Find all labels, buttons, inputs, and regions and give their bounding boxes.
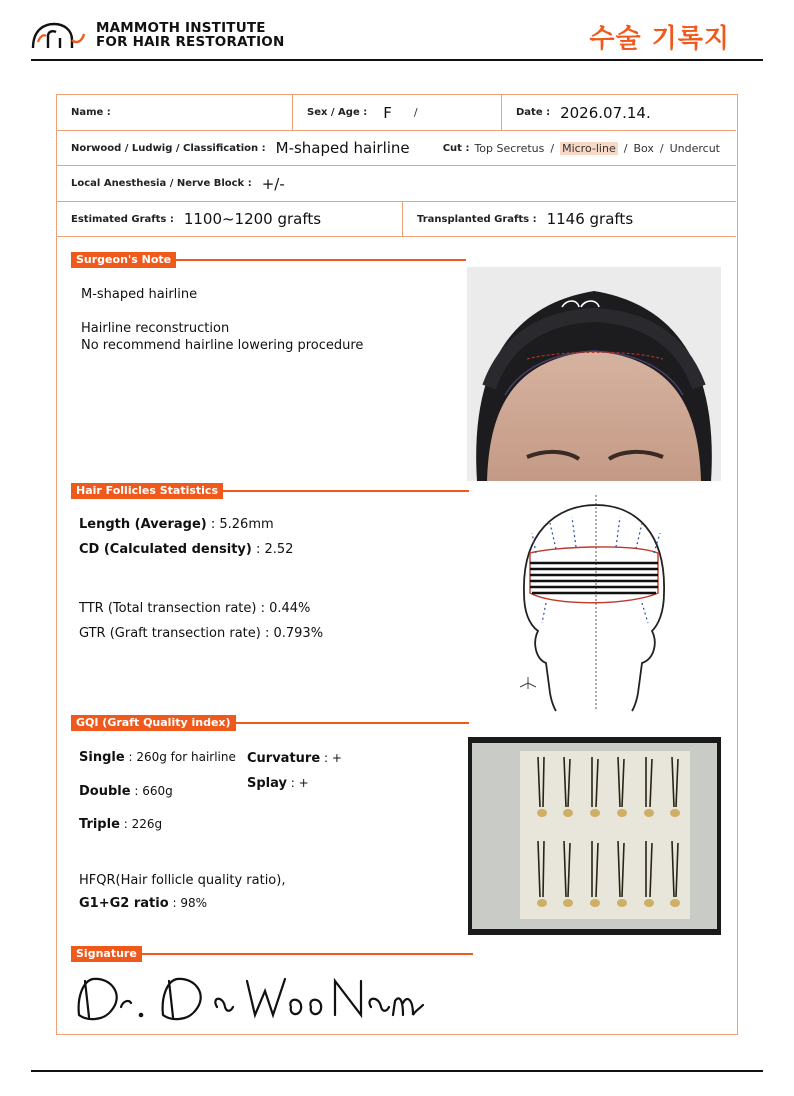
date-value[interactable]: 2026.07.14.	[560, 103, 651, 122]
surgeons-note-line-3: No recommend hairline lowering procedure	[81, 338, 364, 353]
gqi-header	[71, 715, 469, 731]
estimated-grafts-label: Estimated Grafts :	[71, 213, 174, 225]
cd-stat	[79, 542, 293, 557]
hfqr-label: G1+G2 ratio	[79, 896, 169, 911]
form-row-grafts	[57, 202, 736, 237]
gtr-stat	[79, 626, 323, 641]
grafts-photo	[468, 737, 721, 935]
name-cell	[57, 95, 292, 130]
gqi-tag: GQI (Graft Quality index)	[71, 715, 236, 731]
surgeons-note-line-1: M-shaped hairline	[81, 287, 198, 302]
transplanted-grafts-value[interactable]: 1146 grafts	[546, 210, 634, 228]
age-separator: /	[413, 106, 418, 119]
single-stat	[79, 750, 236, 765]
length-label: Length (Average)	[79, 517, 207, 532]
cd-label: CD (Calculated density)	[79, 542, 252, 557]
cut-option-box[interactable]: Box	[633, 141, 654, 155]
form-row-classification	[57, 131, 736, 166]
hairline-photo	[467, 267, 721, 481]
triple-stat	[79, 817, 162, 832]
cut-label: Cut :	[442, 142, 470, 154]
gtr-label: GTR (Graft transection rate)	[79, 626, 261, 641]
ttr-value: : 0.44%	[256, 601, 311, 616]
curvature-value: : +	[320, 751, 342, 765]
hfqr-value: : 98%	[168, 896, 207, 910]
sex-value[interactable]: F	[383, 103, 392, 122]
transplanted-grafts-cell	[402, 202, 736, 236]
curvature-stat	[247, 751, 342, 766]
signature-image	[71, 967, 451, 1031]
hairline-photo-icon	[467, 267, 721, 481]
single-label: Single	[79, 750, 125, 765]
form-row-patient	[57, 95, 736, 131]
ttr-stat	[79, 601, 310, 616]
signature-tag: Signature	[71, 946, 142, 962]
length-value: : 5.26mm	[206, 517, 274, 532]
mammoth-logo-icon	[30, 20, 88, 50]
hfqr-line-1: HFQR(Hair follicle quality ratio),	[79, 873, 286, 888]
cut-option-undercut[interactable]: Undercut	[669, 141, 720, 155]
footer-divider	[31, 1070, 763, 1072]
single-value: : 260g for hairline	[124, 750, 236, 764]
splay-stat	[247, 776, 309, 791]
cut-option-micro-line[interactable]: Micro-line	[562, 141, 616, 155]
gtr-value: : 0.793%	[260, 626, 324, 641]
double-stat	[79, 784, 173, 799]
splay-label: Splay	[247, 776, 287, 791]
document-title: 수술 기록지	[589, 24, 730, 54]
form-row-anesthesia	[57, 166, 736, 202]
donor-area-diagram	[512, 493, 672, 713]
sex-age-label: Sex / Age :	[307, 107, 368, 118]
logo-line-2: FOR HAIR RESTORATION	[96, 34, 285, 50]
double-label: Double	[79, 784, 131, 799]
head-diagram-icon	[512, 493, 672, 713]
double-value: : 660g	[130, 784, 173, 798]
date-cell	[501, 95, 736, 130]
header-divider	[31, 59, 763, 61]
classification-label: Norwood / Ludwig / Classification :	[71, 142, 266, 154]
length-stat	[79, 517, 274, 532]
sex-age-cell	[292, 95, 501, 130]
anesthesia-cell	[57, 166, 736, 201]
transplanted-grafts-label: Transplanted Grafts :	[417, 213, 537, 225]
surgeons-note-header	[71, 252, 466, 268]
grafts-photo-icon	[468, 737, 721, 935]
triple-value: : 226g	[119, 817, 163, 831]
surgery-record-form	[56, 94, 738, 1035]
logo-line-1: MAMMOTH INSTITUTE	[96, 20, 266, 36]
cut-options: Cut : Top Secretus / Micro-line / Box / Undercut	[442, 141, 720, 155]
name-label: Name :	[71, 107, 111, 118]
splay-value: : +	[286, 776, 309, 790]
triple-label: Triple	[79, 817, 120, 832]
page-header	[30, 18, 764, 62]
handwritten-signature-icon	[71, 967, 451, 1027]
estimated-grafts-cell	[57, 202, 402, 236]
signature-header	[71, 946, 473, 962]
anesthesia-value[interactable]: +/-	[261, 174, 285, 193]
ttr-label: TTR (Total transection rate)	[79, 601, 257, 616]
logo	[30, 20, 285, 50]
hfqr-stat	[79, 896, 207, 911]
date-label: Date :	[516, 107, 551, 118]
classification-value[interactable]: M-shaped hairline	[275, 139, 410, 157]
estimated-grafts-value[interactable]: 1100~1200 grafts	[183, 210, 322, 228]
anesthesia-label: Local Anesthesia / Nerve Block :	[71, 178, 252, 189]
curvature-label: Curvature	[247, 751, 321, 766]
cut-option-top-secretus[interactable]: Top Secretus	[474, 141, 545, 155]
surgeons-note-tag: Surgeon's Note	[71, 252, 176, 268]
stats-tag: Hair Follicles Statistics	[71, 483, 223, 499]
stats-header	[71, 483, 469, 499]
surgeons-note-line-2: Hairline reconstruction	[81, 321, 230, 336]
cd-value: : 2.52	[251, 542, 294, 557]
